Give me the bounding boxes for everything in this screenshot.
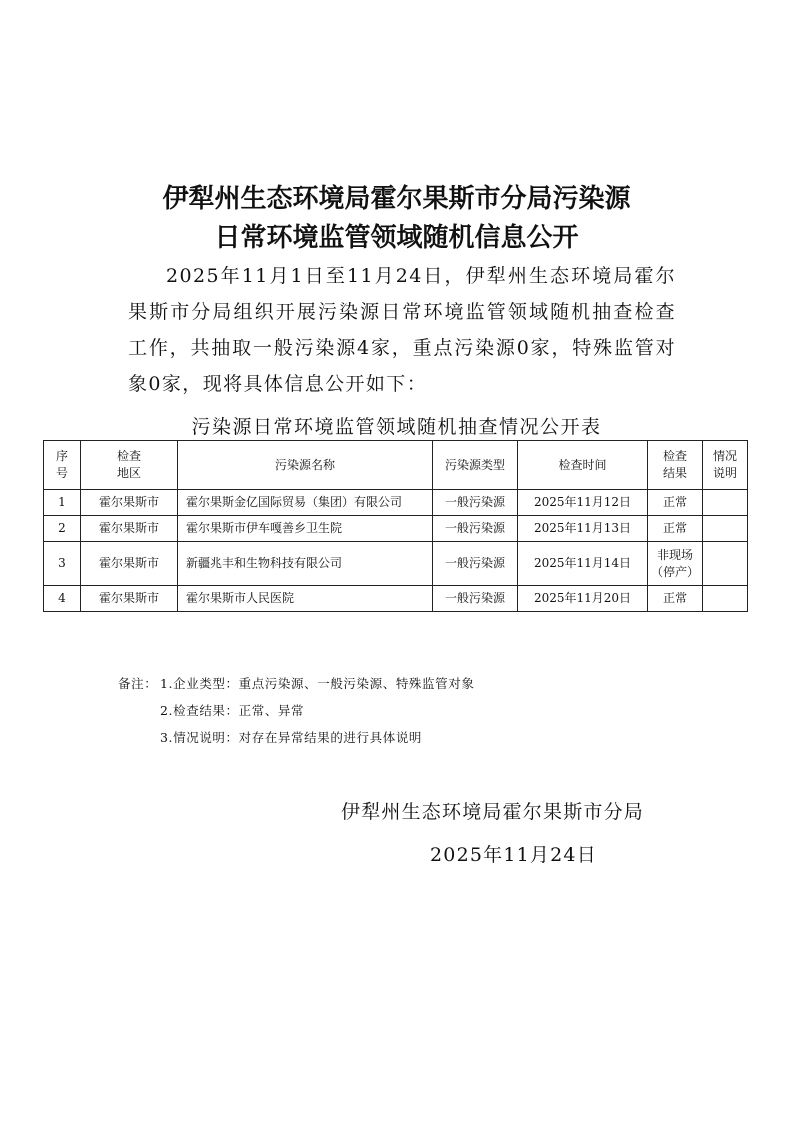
cell-inspection-time: 2025年11月14日 <box>518 542 648 586</box>
header-remark-line-1: 情况 <box>712 449 737 463</box>
note-enterprise-types: 1.企业类型：重点污染源、一般污染源、特殊监管对象 <box>160 676 475 691</box>
cell-source-type: 一般污染源 <box>433 516 518 542</box>
note-inspection-results: 2.检查结果：正常、异常 <box>160 703 305 718</box>
intro-paragraph: 2025年11月1日至11月24日，伊犁州生态环境局霍尔果斯市分局组织开展污染源日常环境监管领域随机抽查检查工作，共抽取一般污染源4家，重点污染源0家，特殊监管对象0家，现将具体信息公开如下： <box>128 265 676 395</box>
table-row <box>44 490 748 516</box>
header-result-line-1: 检查 <box>662 449 687 463</box>
cell-seq: 4 <box>44 586 81 612</box>
table-title: 污染源日常环境监管领域随机抽查情况公开表 <box>191 416 602 438</box>
table-header-row <box>44 441 748 490</box>
cell-region: 霍尔果斯市 <box>81 586 178 612</box>
header-result-line-2: 结果 <box>662 466 687 480</box>
table-row <box>44 586 748 612</box>
document-title-line-1: 伊犁州生态环境局霍尔果斯市分局污染源 <box>162 184 631 214</box>
header-result <box>648 441 703 490</box>
cell-remark <box>703 516 748 542</box>
cell-seq: 2 <box>44 516 81 542</box>
notes-label: 备注： <box>118 676 158 691</box>
cell-result-line-2: （停产） <box>651 564 700 579</box>
cell-source-name: 霍尔果斯市人民医院 <box>178 586 433 612</box>
header-remark-line-2: 说明 <box>712 466 737 480</box>
cell-result-line-1: 正常 <box>662 521 687 535</box>
cell-remark <box>703 542 748 586</box>
cell-remark <box>703 586 748 612</box>
cell-result <box>648 516 703 542</box>
cell-result-line-1: 非现场 <box>656 547 693 562</box>
cell-source-name: 霍尔果斯市伊车嘎善乡卫生院 <box>178 516 433 542</box>
cell-source-type: 一般污染源 <box>433 490 518 516</box>
header-remark <box>703 441 748 490</box>
inspection-table <box>43 440 748 612</box>
header-region <box>81 441 178 490</box>
cell-source-type: 一般污染源 <box>433 542 518 586</box>
cell-source-name: 新疆兆丰和生物科技有限公司 <box>178 542 433 586</box>
cell-result <box>648 542 703 586</box>
cell-source-name: 霍尔果斯金亿国际贸易（集团）有限公司 <box>178 490 433 516</box>
cell-region: 霍尔果斯市 <box>81 490 178 516</box>
cell-seq: 1 <box>44 490 81 516</box>
note-remark-explanation: 3.情况说明：对存在异常结果的进行具体说明 <box>160 730 423 745</box>
cell-region: 霍尔果斯市 <box>81 542 178 586</box>
header-seq <box>44 441 81 490</box>
cell-seq: 3 <box>44 542 81 586</box>
signature-organization: 伊犁州生态环境局霍尔果斯市分局 <box>341 801 645 823</box>
table-row <box>44 542 748 586</box>
header-source-name: 污染源名称 <box>178 441 433 490</box>
header-seq-line-2: 号 <box>55 466 68 480</box>
cell-result-line-1: 正常 <box>662 495 687 509</box>
cell-inspection-time: 2025年11月20日 <box>518 586 648 612</box>
header-region-line-2: 地区 <box>116 466 141 480</box>
header-source-type: 污染源类型 <box>433 441 518 490</box>
cell-inspection-time: 2025年11月12日 <box>518 490 648 516</box>
header-inspection-time: 检查时间 <box>518 441 648 490</box>
cell-result-line-1: 正常 <box>662 591 687 605</box>
cell-result <box>648 586 703 612</box>
signature-date: 2025年11月24日 <box>430 844 597 866</box>
cell-remark <box>703 490 748 516</box>
header-seq-line-1: 序 <box>55 449 68 463</box>
cell-source-type: 一般污染源 <box>433 586 518 612</box>
cell-inspection-time: 2025年11月13日 <box>518 516 648 542</box>
table-row <box>44 516 748 542</box>
document-title-line-2: 日常环境监管领域随机信息公开 <box>214 223 579 253</box>
cell-result <box>648 490 703 516</box>
cell-region: 霍尔果斯市 <box>81 516 178 542</box>
header-region-line-1: 检查 <box>116 449 141 463</box>
